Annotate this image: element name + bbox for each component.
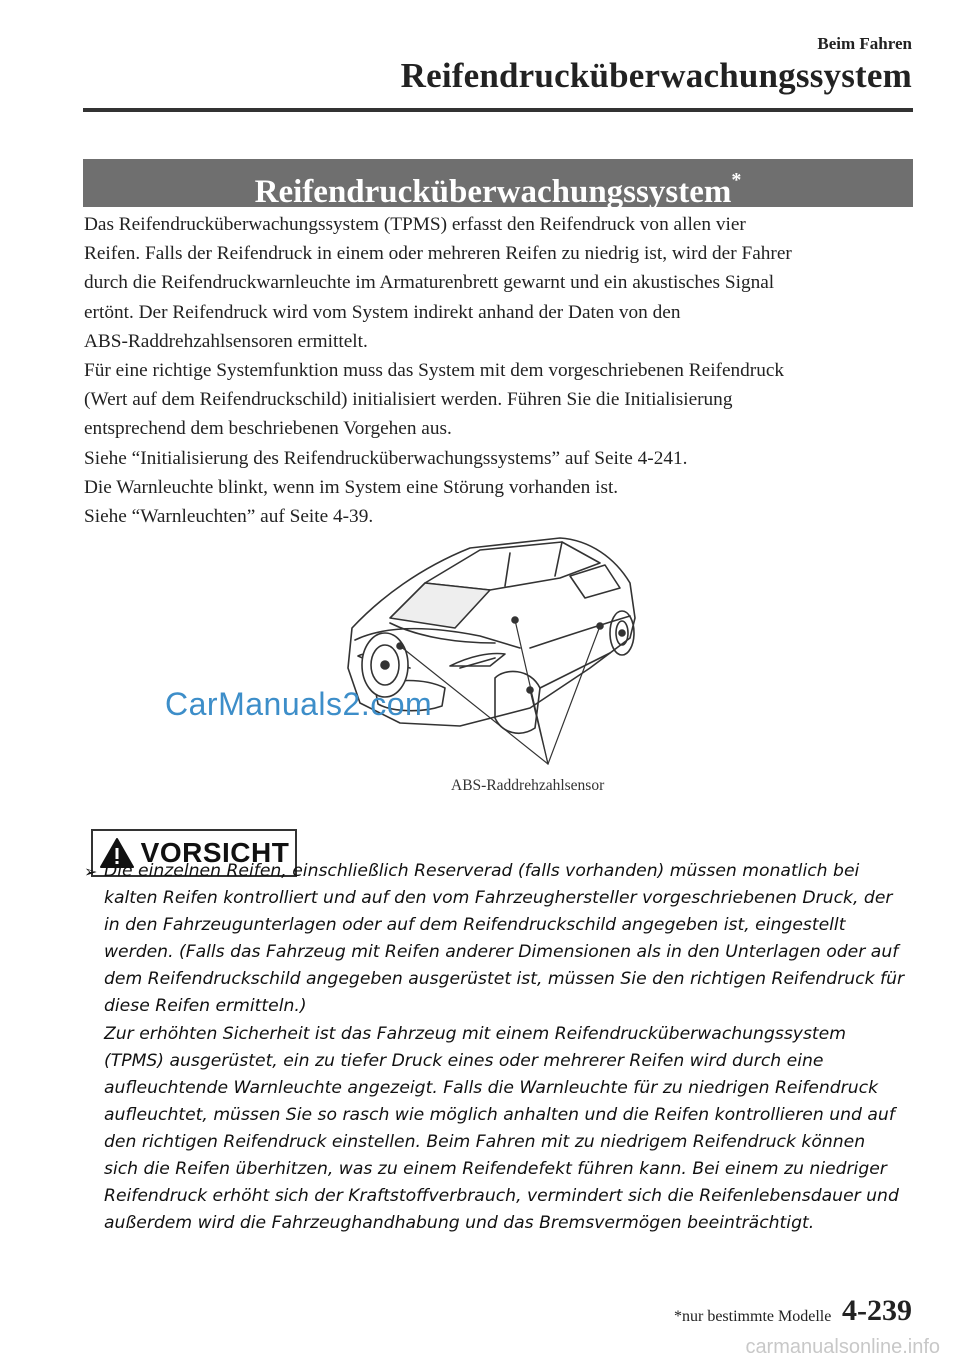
caution-line: diese Reifen ermitteln.) <box>104 996 307 1017</box>
intro-text <box>84 210 914 531</box>
footer-watermark: carmanualsonline.info <box>745 1336 940 1358</box>
intro-line: Das Reifendrucküberwachungssystem (TPMS) erfasst den Reifendruck von allen vier <box>84 214 746 235</box>
intro-line: entsprechend dem beschriebenen Vorgehen aus. <box>84 418 452 440</box>
cross-reference-link: Siehe “Warnleuchten” auf Seite 4-39. <box>84 506 374 528</box>
caution-label: VORSICHT <box>140 837 290 868</box>
caution-line: Zur erhöhten Sicherheit ist das Fahrzeug mit einem Reifendrucküberwachungssystem <box>104 1023 846 1044</box>
header-rule <box>83 108 913 112</box>
caution-line: sich die Reifen überhitzen, was zu einem Reifendefekt führen kann. Bei einem zu niedriger <box>104 1159 887 1180</box>
footer-note: *nur bestimmte Modelle <box>674 1308 832 1325</box>
intro-line: Reifen. Falls der Reifendruck in einem oder mehreren Reifen zu niedrig ist, wird der Fahrer <box>84 243 792 265</box>
caution-line: den richtigen Reifendruck einstellen. Beim Fahren mit zu niedrigem Reifendruck können <box>104 1131 866 1152</box>
caution-line: in den Fahrzeugunterlagen oder auf dem Reifendruckschild angegeben ist, eingestellt <box>104 915 846 936</box>
car-drawing <box>330 528 660 778</box>
caution-item <box>84 858 914 1237</box>
header-title: Reifendrucküberwachungssystem <box>400 56 912 95</box>
intro-line: Für eine richtige Systemfunktion muss das System mit dem vorgeschriebenen Reifendruck <box>84 360 785 382</box>
intro-line: ABS-Raddrehzahlsensoren ermittelt. <box>84 330 368 352</box>
caution-line: werden. (Falls das Fahrzeug mit Reifen anderer Dimensionen als in den Unterlagen oder auf <box>104 942 899 963</box>
cross-reference-link: Siehe “Initialisierung des Reifendrucküberwachungssystems” auf Seite 4-241. <box>84 447 688 469</box>
caution-line: außerdem wird die Fahrzeughandhabung und das Bremsvermögen beeinträchtigt. <box>104 1213 815 1234</box>
arrow-bullet-icon: ➢ <box>84 862 98 881</box>
header-section-label: Beim Fahren <box>817 34 912 53</box>
car-illustration <box>330 528 660 778</box>
watermark-logo: CarManuals2.com <box>165 686 433 722</box>
caution-line: Reifendruck erhöht sich der Kraftstoffverbrauch, vermindert sich die Reifenlebensdauer und <box>104 1186 899 1207</box>
optional-equipment-marker: * <box>731 169 742 191</box>
intro-line: Die Warnleuchte blinkt, wenn im System eine Störung vorhanden ist. <box>84 476 619 498</box>
section-title: Reifendrucküberwachungssystem <box>254 174 732 210</box>
figure-caption: ABS-Raddrehzahlsensor <box>451 777 605 794</box>
caution-line: aufleuchtet, müssen Sie so rasch wie möglich anhalten und die Reifen kontrollieren und auf <box>104 1104 895 1125</box>
caution-line: Die einzelnen Reifen, einschließlich Reserverad (falls vorhanden) müssen monatlich bei <box>104 861 860 881</box>
page-number: 4-239 <box>842 1294 912 1327</box>
intro-line: ertönt. Der Reifendruck wird vom System indirekt anhand der Daten von den <box>84 301 681 323</box>
caution-line: kalten Reifen kontrolliert und auf den vom Fahrzeughersteller vorgeschriebenen Druck, der <box>104 888 893 909</box>
caution-line: (TPMS) ausgerüstet, ein zu tiefer Druck eines oder mehrerer Reifen wird durch eine <box>104 1050 824 1071</box>
caution-line: aufleuchtende Warnleuchte angezeigt. Falls die Warnleuchte für zu niedrigen Reifendruck <box>104 1077 879 1098</box>
intro-line: (Wert auf dem Reifendruckschild) initialisiert werden. Führen Sie die Initialisierung <box>84 389 733 411</box>
caution-line: dem Reifendruckschild angegeben ausgerüstet ist, müssen Sie den richtigen Reifendruck für <box>104 969 905 990</box>
section-banner <box>83 159 913 210</box>
intro-line: durch die Reifendruckwarnleuchte im Armaturenbrett gewarnt und ein akustisches Signal <box>84 272 775 294</box>
